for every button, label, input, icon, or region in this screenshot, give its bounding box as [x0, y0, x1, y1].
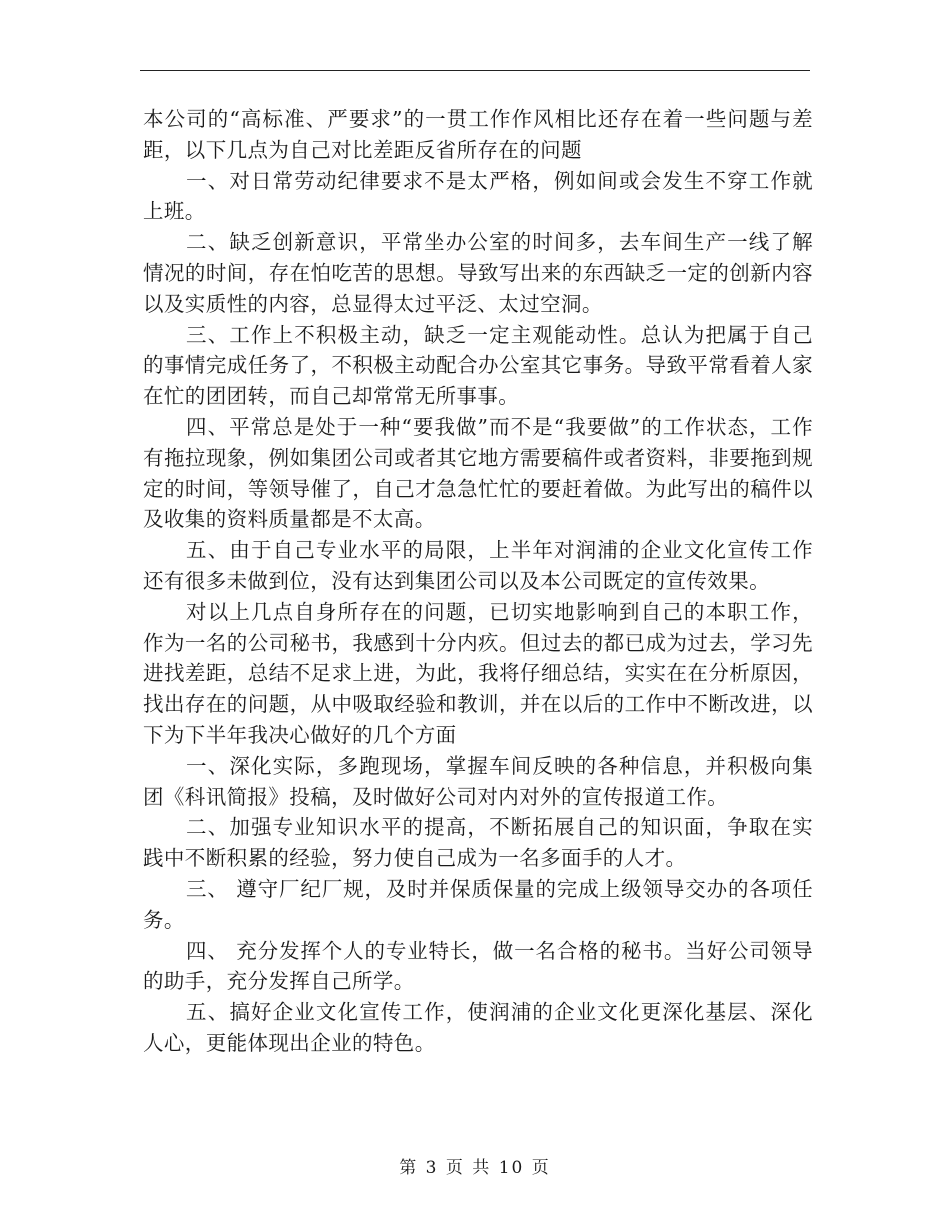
paragraph-plan-1: 一、深化实际，多跑现场，掌握车间反映的各种信息，并积极向集团《科讯简报》投稿，及时做好公司对内对外的宣传报道工作。 [143, 753, 813, 809]
paragraph-problem-3: 三、工作上不积极主动，缺乏一定主观能动性。总认为把属于自己的事情完成任务了，不积极主动配合办公室其它事务。导致平常看着人家在忙的团团转，而自己却常常无所事事。 [143, 322, 813, 409]
paragraph-plan-3: 三、 遵守厂纪厂规，及时并保质保量的完成上级领导交办的各项任务。 [143, 876, 813, 932]
paragraph-problem-5: 五、由于自己专业水平的局限，上半年对润浦的企业文化宣传工作还有很多未做到位，没有达到集团公司以及本公司既定的宣传效果。 [143, 538, 813, 593]
paragraph-problem-2: 二、缺乏创新意识，平常坐办公室的时间多，去车间生产一线了解情况的时间，存在怕吃苦的思想。导致写出来的东西缺乏一定的创新内容以及实质性的内容，总显得太过平泛、太过空洞。 [143, 230, 813, 316]
paragraph-plan-4: 四、 充分发挥个人的专业特长，做一名合格的秘书。当好公司领导的助手，充分发挥自己所学。 [143, 938, 813, 994]
document-body [143, 104, 813, 1059]
paragraph-problem-4: 四、平常总是处于一种“要我做”而不是“我要做”的工作状态，工作有拖拉现象，例如集团公司或者其它地方需要稿件或者资料，非要拖到规定的时间，等领导催了，自己才急急忙忙的要赶着做。为此写出的稿件以及收集的资料质量都是不太高。 [143, 414, 813, 532]
paragraph-plan-5: 五、搞好企业文化宣传工作，使润浦的企业文化更深化基层、深化人心，更能体现出企业的特色。 [143, 1000, 813, 1055]
paragraph-reflection: 对以上几点自身所存在的问题，已切实地影响到自己的本职工作，作为一名的公司秘书，我感到十分内疚。但过去的都已成为过去，学习先进找差距，总结不足求上进，为此，我将仔细总结，实实在在分析原因，找出存在的问题，从中吸取经验和教训，并在以后的工作中不断改进，以下为下半年我决心做好的几个方面 [143, 599, 813, 747]
header-rule [140, 70, 810, 71]
paragraph-problem-1: 一、对日常劳动纪律要求不是太严格，例如间或会发生不穿工作就上班。 [143, 168, 813, 224]
paragraph-plan-2: 二、加强专业知识水平的提高，不断拓展自己的知识面，争取在实践中不断积累的经验，努力使自己成为一名多面手的人才。 [143, 815, 813, 871]
page-number: 第 3 页 共 10 页 [399, 1158, 551, 1178]
paragraph-intro: 本公司的“高标准、严要求”的一贯工作作风相比还存在着一些问题与差距，以下几点为自己对比差距反省所存在的问题 [143, 107, 813, 162]
